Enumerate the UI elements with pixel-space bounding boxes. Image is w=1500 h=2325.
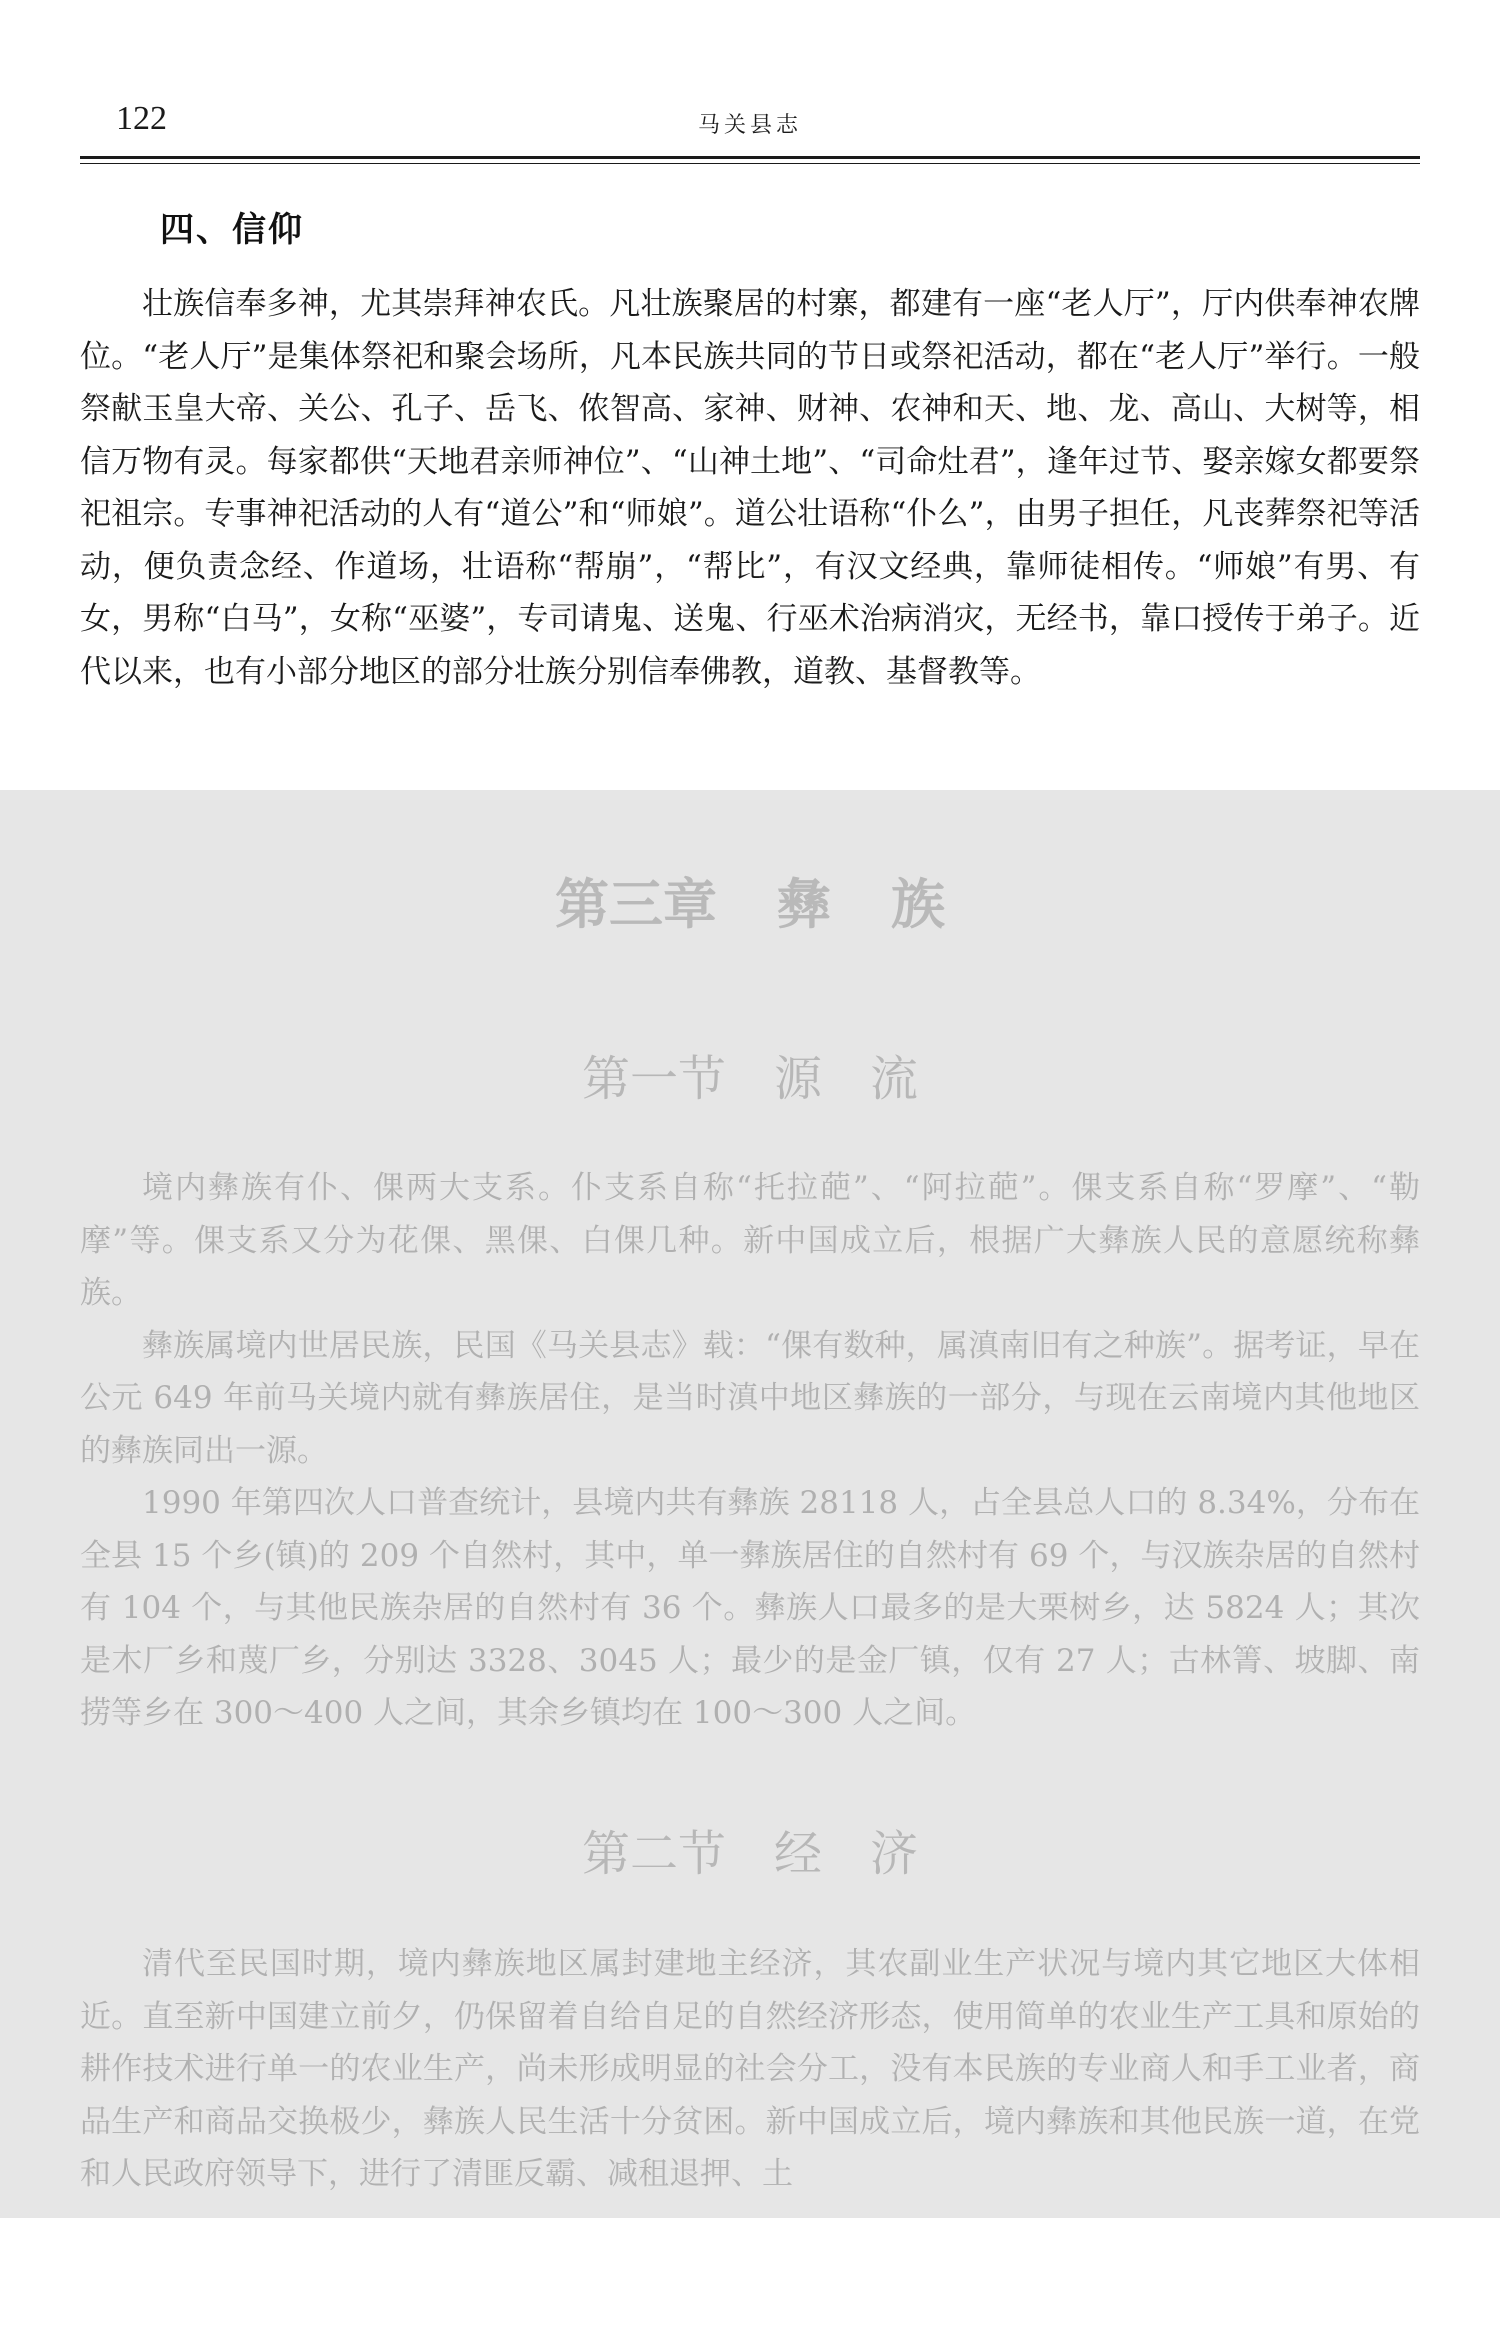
section-one-title-number: 第一节 <box>581 1051 726 1107</box>
chapter-title-char-1: 彝 <box>777 873 831 936</box>
belief-heading: 四、信仰 <box>160 210 304 250</box>
section-two-body <box>80 1938 1420 2201</box>
section-two-title-char-2: 济 <box>870 1826 919 1882</box>
page-header <box>80 100 1420 150</box>
chapter-title-char-2: 族 <box>891 873 945 936</box>
running-title: 马关县志 <box>697 113 802 138</box>
chapter-title <box>0 862 1500 939</box>
section-one-body <box>80 1162 1420 1740</box>
header-rule-thin <box>80 163 1420 164</box>
section-two-title-char-1: 经 <box>773 1826 822 1882</box>
page-number: 122 <box>116 100 167 137</box>
section-two-title-number: 第二节 <box>581 1826 726 1882</box>
section-one-paragraph-3: 1990 年第四次人口普查统计，县境内共有彝族 28118 人，占全县总人口的 8.34%，分布在全县 15 个乡(镇)的 209 个自然村，其中，单一彝族居住的自然村有 69 个，与汉族杂居的自然村有 104 个，与其他民族杂居的自然村有 36 个。彝族人口最多的是大栗树乡，达 5824 人；其次是木厂乡和蔑厂乡，分别达 3328、3045 人；最少的是金厂镇，仅有 27 人；古林箐、坡脚、南捞等乡在 300～400 人之间，其余乡镇均在 100～300 人之间。 <box>80 1485 1420 1731</box>
section-one-title <box>0 1040 1500 1109</box>
section-one-paragraph-2: 彝族属境内世居民族，民国《马关县志》载：“倮有数种，属滇南旧有之种族”。据考证，早在公元 649 年前马关境内就有彝族居住，是当时滇中地区彝族的一部分，与现在云南境内其他地区的彝族同出一源。 <box>80 1327 1420 1469</box>
section-two-title <box>0 1815 1500 1884</box>
header-rule-thick <box>80 156 1420 159</box>
section-two-paragraph-1: 清代至民国时期，境内彝族地区属封建地主经济，其农副业生产状况与境内其它地区大体相近。直至新中国建立前夕，仍保留着自给自足的自然经济形态，使用简单的农业生产工具和原始的耕作技术进行单一的农业生产，尚未形成明显的社会分工，没有本民族的专业商人和手工业者，商品生产和商品交换极少，彝族人民生活十分贫困。新中国成立后，境内彝族和其他民族一道，在党和人民政府领导下，进行了清匪反霸、减租退押、土 <box>80 1946 1420 2192</box>
chapter-title-number: 第三章 <box>555 873 717 936</box>
belief-body <box>80 278 1420 698</box>
section-one-title-char-2: 流 <box>870 1051 919 1107</box>
section-one-paragraph-1: 境内彝族有仆、倮两大支系。仆支系自称“托拉葩”、“阿拉葩”。倮支系自称“罗摩”、“勒摩”等。倮支系又分为花倮、黑倮、白倮几种。新中国成立后，根据广大彝族人民的意愿统称彝族。 <box>80 1170 1420 1311</box>
belief-paragraph: 壮族信奉多神，尤其崇拜神农氏。凡壮族聚居的村寨，都建有一座“老人厅”，厅内供奉神农牌位。“老人厅”是集体祭祀和聚会场所，凡本民族共同的节日或祭祀活动，都在“老人厅”举行。一般祭献玉皇大帝、关公、孔子、岳飞、侬智高、家神、财神、农神和天、地、龙、高山、大树等，相信万物有灵。每家都供“天地君亲师神位”、“山神土地”、“司命灶君”，逢年过节、娶亲嫁女都要祭祀祖宗。专事神祀活动的人有“道公”和“师娘”。道公壮语称“仆么”，由男子担任，凡丧葬祭祀等活动，便负责念经、作道场，壮语称“帮崩”，“帮比”，有汉文经典，靠师徒相传。“师娘”有男、有女，男称“白马”，女称“巫婆”，专司请鬼、送鬼、行巫术治病消灾，无经书，靠口授传于弟子。近代以来，也有小部分地区的部分壮族分别信奉佛教，道教、基督教等。 <box>80 286 1420 690</box>
section-one-title-char-1: 源 <box>773 1051 822 1107</box>
